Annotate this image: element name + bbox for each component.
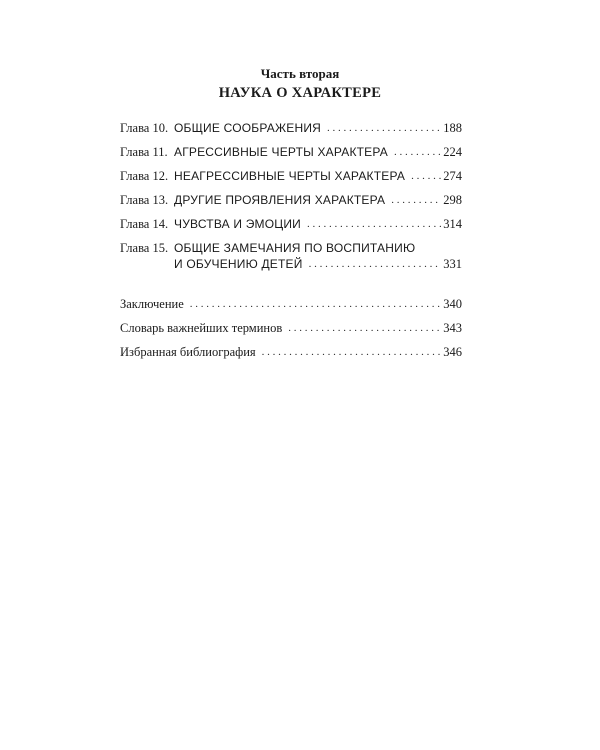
page-number: 314 [443,217,462,231]
chapter-title: ОБЩИЕ ЗАМЕЧАНИЯ ПО ВОСПИТАНИЮ [174,241,416,255]
entry-title: Заключение [120,297,184,311]
page-number: 343 [443,321,462,335]
dot-leader [411,168,441,184]
toc-entry-chapter-15[interactable] [120,240,462,272]
page-number: 298 [443,193,462,207]
chapter-title: АГРЕССИВНЫЕ ЧЕРТЫ ХАРАКТЕРА [174,145,388,159]
toc-entry-conclusion[interactable] [120,296,462,312]
chapter-number: Глава 14. [120,217,169,231]
dot-leader [262,344,442,360]
page-number: 188 [443,121,462,135]
chapter-number: Глава 11. [120,145,168,159]
table-of-contents [120,114,462,360]
page-number: 274 [443,169,462,183]
toc-entry-chapter-14[interactable] [120,216,462,232]
page-number: 346 [443,345,462,359]
chapter-title: ДРУГИЕ ПРОЯВЛЕНИЯ ХАРАКТЕРА [174,193,386,207]
toc-entry-chapter-11[interactable] [120,144,462,160]
entry-title: Избранная библиография [120,345,256,359]
part-title: НАУКА О ХАРАКТЕРЕ [218,85,382,101]
dot-leader [190,296,442,312]
chapter-number: Глава 13. [120,193,169,207]
dot-leader [327,120,441,136]
entry-title: Словарь важнейших терминов [120,321,283,335]
dot-leader [288,320,441,336]
dot-leader [391,192,441,208]
toc-entry-chapter-13[interactable] [120,192,462,208]
chapter-number: Глава 10. [120,121,169,135]
chapter-title: ОБЩИЕ СООБРАЖЕНИЯ [174,121,322,135]
dot-leader [309,256,442,272]
part-label: Часть вторая [260,66,340,81]
chapter-number: Глава 12. [120,169,169,183]
dot-leader [394,144,441,160]
back-matter-list [120,296,462,360]
toc-entry-chapter-12[interactable] [120,168,462,184]
dot-leader [307,216,441,232]
page-number: 331 [443,257,462,271]
toc-entry-glossary[interactable] [120,320,462,336]
chapter-title: НЕАГРЕССИВНЫЕ ЧЕРТЫ ХАРАКТЕРА [174,169,406,183]
page-number: 224 [443,145,462,159]
page-number: 340 [443,297,462,311]
chapter-list [120,120,462,272]
toc-entry-chapter-10[interactable] [120,120,462,136]
toc-entry-bibliography[interactable] [120,344,462,360]
chapter-title: ЧУВСТВА И ЭМОЦИИ [174,217,302,231]
chapter-number: Глава 15. [120,241,169,255]
chapter-title-continuation: И ОБУЧЕНИЮ ДЕТЕЙ [174,257,303,271]
